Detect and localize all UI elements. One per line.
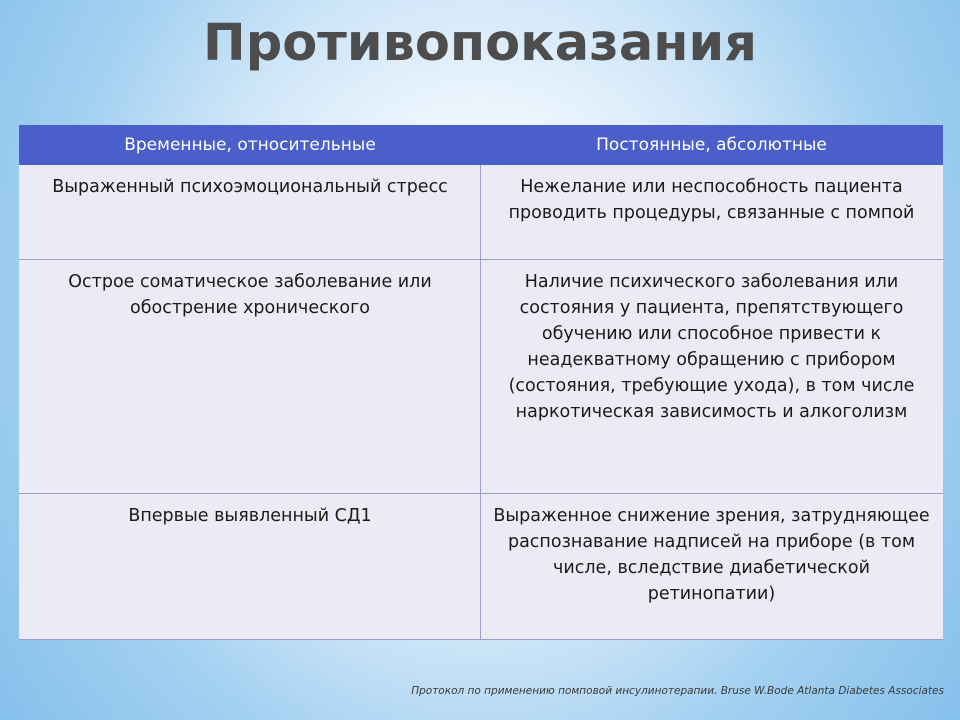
table-cell: Острое соматическое заболевание или обострение хронического [20, 260, 481, 494]
table-cell: Выраженное снижение зрения, затрудняющее распознавание надписей на приборе (в том числе, вследствие диабетической ретинопатии) [481, 494, 943, 640]
slide-title: Противопоказания [203, 14, 757, 73]
contraindications-table [19, 125, 943, 640]
source-footnote: Протокол по применению помповой инсулинотерапии. Bruse W.Bode Atlanta Diabetes Associates [411, 685, 944, 697]
table-cell: Нежелание или неспособность пациента проводить процедуры, связанные с помпой [481, 165, 943, 260]
table-row [20, 260, 943, 494]
table-cell: Впервые выявленный СД1 [20, 494, 481, 640]
table-header-row [20, 126, 943, 165]
header-permanent: Постоянные, абсолютные [481, 126, 943, 165]
table-row [20, 494, 943, 640]
table-row [20, 165, 943, 260]
table-cell: Выраженный психоэмоциональный стресс [20, 165, 481, 260]
header-temporary: Временные, относительные [20, 126, 481, 165]
table-cell: Наличие психического заболевания или состояния у пациента, препятствующего обучению или способное привести к неадекватному обращению с прибором (состояния, требующие ухода), в том числе наркотическая зависимость и алкоголизм [481, 260, 943, 494]
